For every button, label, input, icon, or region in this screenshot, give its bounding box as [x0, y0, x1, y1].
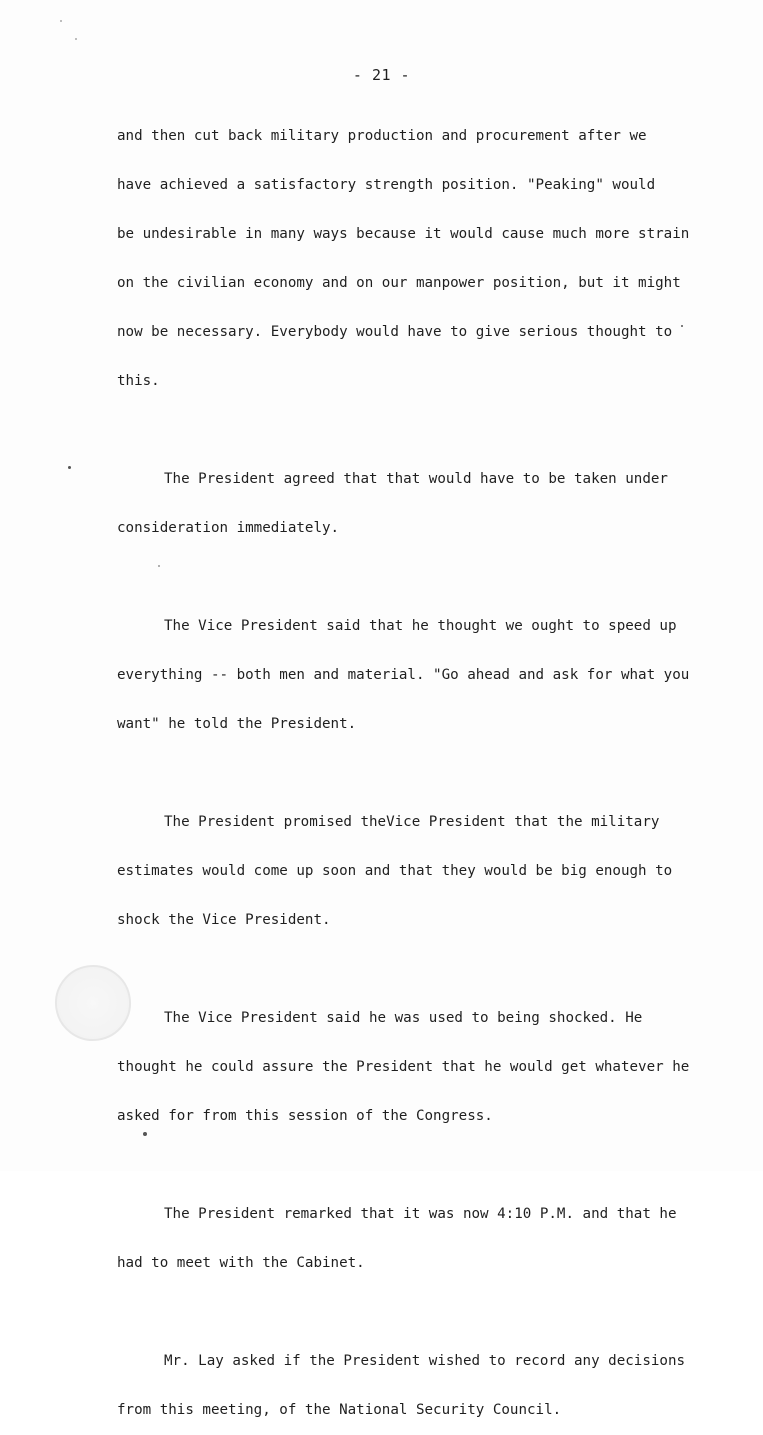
paragraph-gap: [117, 1288, 687, 1337]
paragraph-gap: [117, 749, 687, 798]
text-line: The Vice President said he was used to being shocked. He: [164, 1010, 643, 1026]
document-body: [117, 112, 690, 1435]
text-line: from this meeting, of the National Security Council.: [117, 1402, 562, 1418]
paragraph: [117, 1337, 687, 1435]
paragraph-gap: [117, 553, 687, 602]
text-line: asked for from this session of the Congress.: [117, 1108, 493, 1124]
scan-speck: [158, 565, 160, 567]
text-line: this.: [117, 373, 160, 389]
text-line: on the civilian economy and on our manpower position, but it might: [117, 275, 681, 291]
text-line: now be necessary. Everybody would have to give serious thought to: [117, 324, 673, 340]
text-line: had to meet with the Cabinet.: [117, 1255, 365, 1271]
paragraph: [117, 602, 690, 749]
paragraph: [117, 112, 690, 406]
text-line: and then cut back military production and procurement after we: [117, 128, 647, 144]
scan-speck: [60, 20, 62, 22]
text-line: The Vice President said that he thought we ought to speed up: [164, 618, 677, 634]
paragraph: [117, 798, 687, 945]
paragraph-gap: [117, 1141, 687, 1190]
scan-speck: [68, 466, 71, 469]
text-line: shock the Vice President.: [117, 912, 331, 928]
text-line: consideration immediately.: [117, 520, 340, 536]
text-line: estimates would come up soon and that they would be big enough to: [117, 863, 673, 879]
text-line: thought he could assure the President that he would get whatever he: [117, 1059, 690, 1075]
paragraph: [117, 455, 687, 553]
scan-speck: [143, 1132, 147, 1136]
paragraph-gap: [117, 406, 687, 455]
paragraph: [117, 1190, 687, 1288]
scan-speck: [75, 38, 77, 40]
page-number: - 21 -: [352, 66, 411, 84]
paragraph: [117, 994, 690, 1141]
text-line: be undesirable in many ways because it would cause much more strain: [117, 226, 690, 242]
text-line: everything -- both men and material. "Go ahead and ask for what you: [117, 667, 690, 683]
text-line: The President agreed that that would have to be taken under: [164, 471, 668, 487]
paragraph-gap: [117, 945, 687, 994]
text-line: The President remarked that it was now 4:10 P.M. and that he: [164, 1206, 677, 1222]
text-line: The President promised theVice President that the military: [164, 814, 660, 830]
text-line: want" he told the President.: [117, 716, 357, 732]
text-line: Mr. Lay asked if the President wished to record any decisions: [164, 1353, 686, 1369]
text-line: have achieved a satisfactory strength position. "Peaking" would: [117, 177, 656, 193]
scan-speck: [681, 325, 683, 327]
